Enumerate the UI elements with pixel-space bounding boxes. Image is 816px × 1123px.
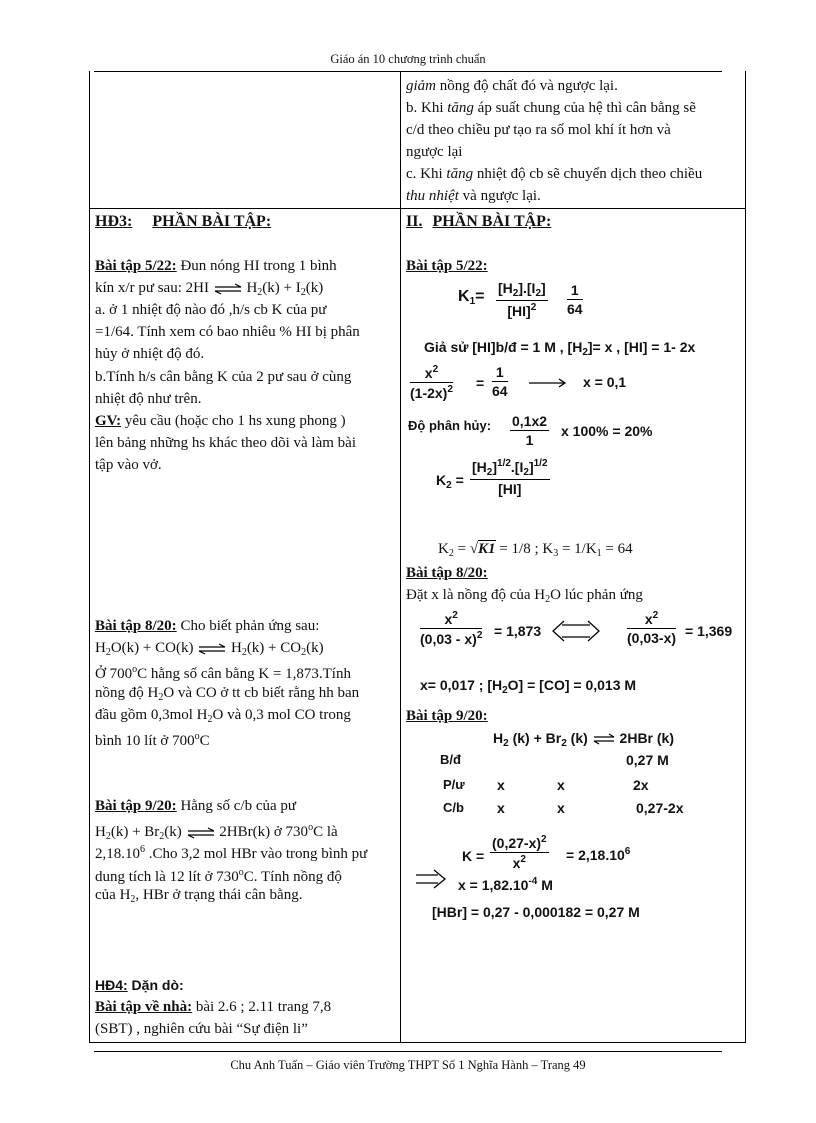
superscript: o	[132, 664, 138, 675]
text-line: (k)	[306, 640, 324, 656]
text-line: C	[199, 733, 210, 749]
subscript: 2	[561, 738, 567, 749]
text-line: 2,18.10	[95, 846, 140, 862]
superscript: 2	[652, 610, 659, 621]
equilibrium-fraction-2	[627, 610, 676, 646]
subscript: 1	[596, 548, 602, 559]
subscript: 2	[158, 692, 164, 703]
gv-label: GV:	[95, 413, 122, 429]
text: [HI]	[498, 481, 522, 497]
text-line: c/d theo chiều pư tạo ra số mol khí ít hơn và	[406, 122, 671, 138]
superscript: o	[238, 867, 244, 878]
homework-title: Bài tập về nhà:	[95, 999, 193, 1015]
table-value: x	[557, 777, 565, 793]
table-value: 0,27-2x	[636, 800, 684, 816]
subscript: 2	[241, 647, 247, 658]
subscript: 2	[545, 594, 551, 605]
hd3-label: HĐ3:	[95, 213, 133, 230]
hd3-title: PHẦN BÀI TẬP:	[152, 213, 272, 230]
equilibrium-fraction-1	[420, 610, 482, 647]
text: = 1/K	[558, 541, 597, 557]
text-line: H	[246, 280, 258, 296]
superscript: -4	[528, 876, 538, 887]
text: = 2,18.10	[566, 847, 625, 863]
equilibrium-arrow-icon	[186, 827, 216, 839]
sqrt-icon: √	[469, 541, 479, 557]
k1-fraction	[496, 280, 548, 319]
text-line: Đặt x là nồng độ của H	[406, 587, 546, 603]
text-line: và ngược lại.	[458, 188, 541, 204]
subscript: 2	[301, 647, 307, 658]
emph-thu-nhiet: thu nhiệt	[406, 188, 459, 204]
text-line: C là	[313, 824, 338, 840]
text-line: H	[95, 640, 106, 656]
equation-value: = 1,369	[685, 623, 733, 639]
text: K	[438, 541, 449, 557]
text-line: H	[95, 824, 106, 840]
subscript: 2	[130, 894, 136, 905]
text-line: bình 10 lít ở 700	[95, 733, 195, 749]
arrow-right-icon	[528, 377, 568, 389]
text: 1	[492, 364, 508, 382]
assumption-text: Giả sử [HI]b/đ = 1 M , [H	[424, 339, 583, 355]
text: x = 1,82.10	[458, 877, 529, 893]
header-rule	[94, 71, 722, 72]
table-value: 2x	[633, 777, 649, 793]
text: ]	[541, 280, 546, 296]
text-line: H	[230, 640, 242, 656]
subscript: 2	[159, 831, 165, 842]
k2-symbol: K	[436, 472, 447, 488]
equation-value: = 1,873	[494, 623, 542, 639]
text: (k) + Br	[508, 730, 562, 746]
table-label-initial: B/đ	[440, 752, 461, 767]
text-line: 2HBr(k) ở 730	[219, 824, 309, 840]
superscript: 6	[140, 844, 145, 855]
k1-symbol: K	[458, 288, 470, 305]
text-line: O và 0,3 mol CO trong	[212, 707, 351, 723]
text: (0,27-x)	[492, 835, 542, 851]
equals-sign: =	[476, 375, 485, 391]
subscript: 2	[446, 480, 452, 491]
text-line: C. Tính nồng độ	[243, 869, 342, 885]
text-line: hủy ở nhiệt độ đó.	[95, 346, 205, 362]
superscript: 1/2	[497, 458, 511, 469]
subscript: 2	[503, 738, 509, 749]
text: = 64	[601, 541, 633, 557]
text: (k)	[566, 730, 588, 746]
text-line: Hằng số c/b của pư	[176, 798, 297, 814]
table-value: 0,27 M	[626, 752, 669, 768]
table-value: x	[557, 800, 565, 816]
superscript: o	[308, 822, 314, 833]
subscript: 3	[553, 548, 559, 559]
table-label-equilibrium: C/b	[443, 800, 464, 815]
subscript: 2	[257, 287, 263, 298]
text: (1-2x)	[410, 385, 448, 401]
superscript: 2	[452, 610, 458, 621]
text: 1	[525, 432, 534, 448]
emph-giam: giảm	[406, 78, 436, 94]
text: [H	[472, 459, 487, 475]
subscript: 2	[207, 714, 213, 725]
table-border-left	[89, 71, 90, 1043]
text: [HI]	[507, 303, 531, 319]
text: .[I	[510, 459, 524, 475]
x-result: x = 0,1	[583, 374, 627, 390]
text-line: (k) + Br	[110, 824, 160, 840]
subscript: 2	[512, 288, 519, 299]
text: [H	[498, 280, 513, 296]
text-line: Ở 700	[95, 666, 133, 682]
text: (0,03-x)	[627, 630, 677, 646]
superscript: 2	[432, 364, 439, 375]
text: x= 0,017 ; [H	[420, 677, 503, 693]
text-line: (SBT) , nghiên cứu bài “Sự điện li”	[95, 1021, 308, 1037]
table-column-divider	[400, 71, 401, 1043]
superscript: 2	[476, 630, 483, 641]
table-value: x	[497, 777, 505, 793]
equilibrium-arrow-icon	[213, 283, 243, 295]
text-line: (k)	[164, 824, 182, 840]
text: H	[493, 730, 504, 746]
text-line: áp suất chung của hệ thì cân bằng sẽ	[473, 100, 696, 116]
one-64-fraction	[492, 364, 508, 399]
text: x	[512, 855, 521, 871]
exercise-title: Bài tập 9/20:	[95, 798, 177, 814]
table-label-reacted: P/ư	[443, 777, 465, 792]
text: ]	[528, 459, 534, 475]
superscript: o	[194, 731, 200, 742]
k-fraction	[490, 834, 549, 871]
text-line: O(k) + CO(k)	[110, 640, 194, 656]
text: 0,1x2	[512, 413, 548, 429]
subscript: 2	[448, 548, 454, 559]
subscript: 2	[535, 288, 542, 299]
text-line: , HBr ở trạng thái cân bằng.	[135, 887, 303, 903]
exercise-title: Bài tập 5/22:	[95, 258, 177, 274]
table-border-bottom	[89, 1042, 745, 1043]
text: ]	[492, 459, 498, 475]
text-line: O và CO ở tt cb biết rằng hh ban	[163, 685, 360, 701]
subscript: 2	[582, 347, 588, 358]
text: (0,03 - x)	[420, 631, 477, 647]
decomposition-result: x 100% = 20%	[561, 423, 653, 439]
assumption-text: ]= x , [HI] = 1- 2x	[587, 339, 696, 355]
text-line: C hằng số cân bằng K = 1,873.Tính	[137, 666, 351, 682]
hd4-title: Dặn dò:	[127, 977, 184, 993]
table-border-right	[745, 71, 746, 1043]
text-line: Đun nóng HI trong 1 bình	[176, 258, 337, 274]
k1-value-fraction	[567, 282, 583, 317]
emph-tang: tăng	[446, 166, 474, 182]
text: 64	[567, 301, 583, 317]
text: x	[644, 611, 653, 627]
text-line: (k) + CO	[246, 640, 302, 656]
text-line: nồng độ chất đó và ngược lại.	[436, 78, 618, 94]
page-header: Giáo án 10 chương trình chuẩn	[330, 52, 486, 66]
subscript: 2	[300, 287, 306, 298]
text: 2HBr (k)	[619, 730, 675, 746]
subscript: 1	[469, 296, 476, 307]
text-line: của H	[95, 887, 131, 903]
table-row-divider	[89, 208, 745, 209]
subscript: 2	[502, 685, 508, 696]
section-title: PHẦN BÀI TẬP:	[432, 213, 552, 230]
subscript: 2	[105, 647, 111, 658]
superscript: 2	[530, 302, 537, 313]
x-fraction	[410, 364, 453, 401]
table-value: x	[497, 800, 505, 816]
text: O] = [CO] = 0,013 M	[507, 677, 637, 693]
implies-arrow-icon	[414, 868, 448, 890]
text-line: đầu gồm 0,3mol H	[95, 707, 208, 723]
hd4-label: HĐ4:	[95, 977, 128, 993]
text-line: nồng độ H	[95, 685, 159, 701]
text-line: nhiệt độ như trên.	[95, 391, 202, 407]
exercise-title: Bài tập 9/20:	[406, 708, 488, 724]
text: K1	[478, 541, 496, 557]
text: ].[I	[518, 280, 536, 296]
text: x	[424, 365, 433, 381]
superscript: 6	[624, 846, 631, 857]
subscript: 2	[486, 467, 493, 478]
text-line: dung tích là 12 lít ở 730	[95, 869, 239, 885]
text-line: (k) + I	[262, 280, 301, 296]
text-line: ngược lại	[406, 144, 463, 160]
decomposition-fraction	[510, 413, 549, 448]
emph-tang: tăng	[447, 100, 474, 116]
footer-rule	[94, 1051, 722, 1052]
text-line: Cho biết phản ứng sau:	[176, 618, 320, 634]
decomposition-label: Độ phân hủy:	[408, 418, 492, 433]
text: x	[444, 611, 453, 627]
exercise-title: Bài tập 5/22:	[406, 258, 488, 274]
text-line: c. Khi	[406, 166, 447, 182]
subscript: 2	[523, 467, 529, 478]
text: = 1/8 ; K	[495, 541, 554, 557]
k-symbol: K =	[462, 848, 485, 864]
text: 1	[567, 282, 583, 300]
text-line: nhiệt độ cb sẽ chuyển dịch theo chiều	[473, 166, 703, 182]
text-line: =1/64. Tính xem có bao nhiêu % HI bị phân	[95, 324, 360, 340]
equilibrium-arrow-icon	[592, 733, 616, 745]
exercise-title: Bài tập 8/20:	[406, 565, 488, 581]
text: M	[537, 877, 553, 893]
text-line: yêu cầu (hoặc cho 1 hs xung phong )	[121, 413, 346, 429]
superscript: 1/2	[533, 458, 548, 469]
text: 64	[492, 383, 508, 399]
superscript: 2	[541, 834, 547, 845]
text-line: lên bảng những hs khác theo dõi và làm bài	[95, 435, 356, 451]
text: =	[453, 541, 470, 557]
text-line: kín x/r pư sau: 2HI	[95, 280, 209, 296]
section-number: II.	[406, 213, 423, 230]
text-line: b. Khi	[406, 100, 448, 116]
double-arrow-icon	[550, 620, 602, 642]
text-line: a. ở 1 nhiệt độ nào đó ,h/s cb K của pư	[95, 302, 327, 318]
equilibrium-arrow-icon	[197, 643, 227, 655]
hbr-result: [HBr] = 0,27 - 0,000182 = 0,27 M	[432, 904, 640, 920]
text-line: tập vào vở.	[95, 457, 162, 473]
text-line: b.Tính h/s cân bằng K của 2 pư sau ở cùng	[95, 369, 352, 385]
exercise-title: Bài tập 8/20:	[95, 618, 177, 634]
text-line: bài 2.6 ; 2.11 trang 7,8	[192, 999, 332, 1015]
superscript: 2	[520, 854, 526, 865]
subscript: 2	[105, 831, 111, 842]
page-footer: Chu Anh Tuấn – Giáo viên Trường THPT Số 1 Nghĩa Hành – Trang 49	[230, 1058, 586, 1072]
k2-fraction	[470, 458, 550, 497]
text-line: O lúc phản ứng	[550, 587, 643, 603]
text-line: (k)	[305, 280, 324, 296]
superscript: 2	[447, 384, 453, 395]
text-line: .Cho 3,2 mol HBr vào trong bình pư	[145, 846, 368, 862]
